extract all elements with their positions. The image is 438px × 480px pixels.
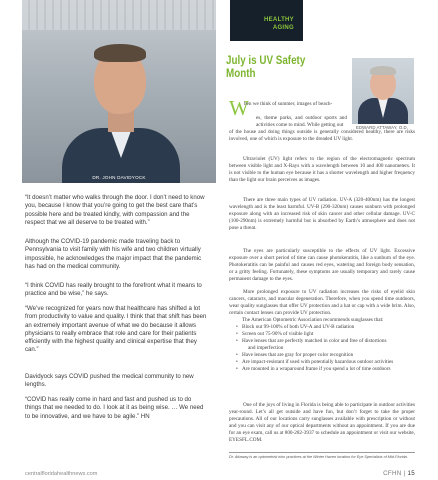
section-badge [230,0,303,41]
left-paragraph: “We’ve recognized for years now that healthcare has shifted a lot from productivity to value and quality. I think that that shift has been an extremely important avenue of what we do because it allows physicians to really embrace that role and care for their patients efficiently with the highest quality and clinical expertise that they can.” [25,305,207,354]
left-paragraph: “COVID has really come in hard and fast and pushed us to do things that we needed to do. I look at it as being wise. … We need to be innovative, and we have to be agile.” HN [25,396,204,420]
publication-name: CFHN [383,470,402,477]
bio-divider [229,452,415,453]
left-paragraph: “It doesn’t matter who walks through the door. I don’t need to know you, because I know that you’re going to get the best care that’s possible here and be treated kindly, with compassion and the respect that we all deserve to be treated with.” [25,194,205,226]
author-photo [352,58,414,124]
intro-text: hen we think of summer, images of beach- [244,101,333,107]
page-footer [383,470,415,477]
article-headline: July is UV Safety Month [226,53,306,80]
article-paragraph: More prolonged exposure to UV radiation increases the risks of eyelid skin cancers, cataracts, and macular degeneration. Therefore, when you spend time outdoors, wear quality sunglasses that offer UV protection and a hat or cap with a wide brim. Also, certain contact lenses can provide UV protection. [229,289,415,317]
list-item: • Screen out 75-90% of visible light [236,331,416,338]
bullet-intro: The American Optometric Association recommends sunglasses that: [242,317,384,323]
article-paragraph: One of the joys of living in Florida is being able to participate in outdoor activities year-round. Let’s all get outside and have fun, but don’t forget to take the proper precautions. All of our locations carry sunglasses available with prescription or without and you can visit any of our optical departments without an appointment. If you are due for an eye exam, call us at 800-282-3937 to schedule an appointment or visit our website, EYESFL.COM. [229,402,415,444]
list-item: • Block out 99-100% of both UV-A and UV-B radiation [236,324,416,331]
article-paragraph: The eyes are particularly susceptible to the effects of UV light. Excessive exposure over a short period of time can cause photokeratitis, like a sunburn of the eye. Photokeratitis can be painful and causes red eyes, watering and foreign body sensation, or a gritty feeling. Fortunately, these symptoms are usually temporary and rarely cause permanent damage to the eyes. [229,248,415,283]
section-badge-line1: HEALTHY [264,17,294,23]
left-paragraph: “I think COVID has really brought to the forefront what it means to practice and be wise,” he says. [25,282,202,298]
list-item: • Have lenses that are gray for proper color recognition [236,352,416,359]
left-paragraph: Davidyock says COVID pushed the medical community to new lengths. [25,373,194,389]
author-caption: EDWARD ATTAWAY, O.D. [356,125,409,130]
footer-separator: | [403,470,406,477]
list-item-continued: and imperfection [248,345,284,352]
article-paragraph: Ultraviolet (UV) light refers to the region of the electromagnetic spectrum between visible light and X-Rays with a wavelength between 10 and 400 nanometers. It is not visible to the human eye because it has a shorter wavelength and higher frequency than the light our brain perceives as images. [229,156,415,184]
intro-text: of the house and doing things outside is generally considered healthy, there are risks involved, one of which is exposure to the dreaded UV light. [229,129,415,143]
photo-caption: DR. JOHN DAVIDYOCK [92,175,146,180]
davidyock-photo [22,0,216,183]
list-item: • Are impact-resistant if used with potentially hazardous outdoor activities [236,359,416,366]
intro-text: es, theme parks, and outdoor sports and activities come to mind. While getting out [256,115,347,129]
page-number: 15 [407,470,415,477]
website-footer: centralfloridahealthnews.com [25,471,98,477]
sunglasses-recommendations [236,317,416,373]
article-paragraph: There are three main types of UV radiation. UV-A (320-400nm) has the longest wavelength and is the least harmful. UV-B (290-320nm) causes sunburn with prolonged exposure along with an increased risk of skin cancer and other cellular damage. UV-C (100-290nm) is extremely harmful but is absorbed by Earth’s atmosphere and does not pose a threat. [229,197,415,232]
list-item: • Have lenses that are perfectly matched in color and free of distortions [236,338,416,345]
list-item: • Are mounted in a wraparound frame if you spend a lot of time outdoors [236,366,416,373]
left-paragraph: Although the COVID-19 pandemic made traveling back to Pennsylvania to visit family with his wife and two children virtually impossible, he acknowledges the major impact that the pandemic has had on the medical community. [25,238,202,270]
section-badge-line2: AGING [272,24,294,31]
drop-cap: W [229,96,249,120]
author-bio: Dr. Attaway is an optometrist who practices at the Winter Haven location for Eye Specialists of Mid-Florida. [229,455,408,459]
